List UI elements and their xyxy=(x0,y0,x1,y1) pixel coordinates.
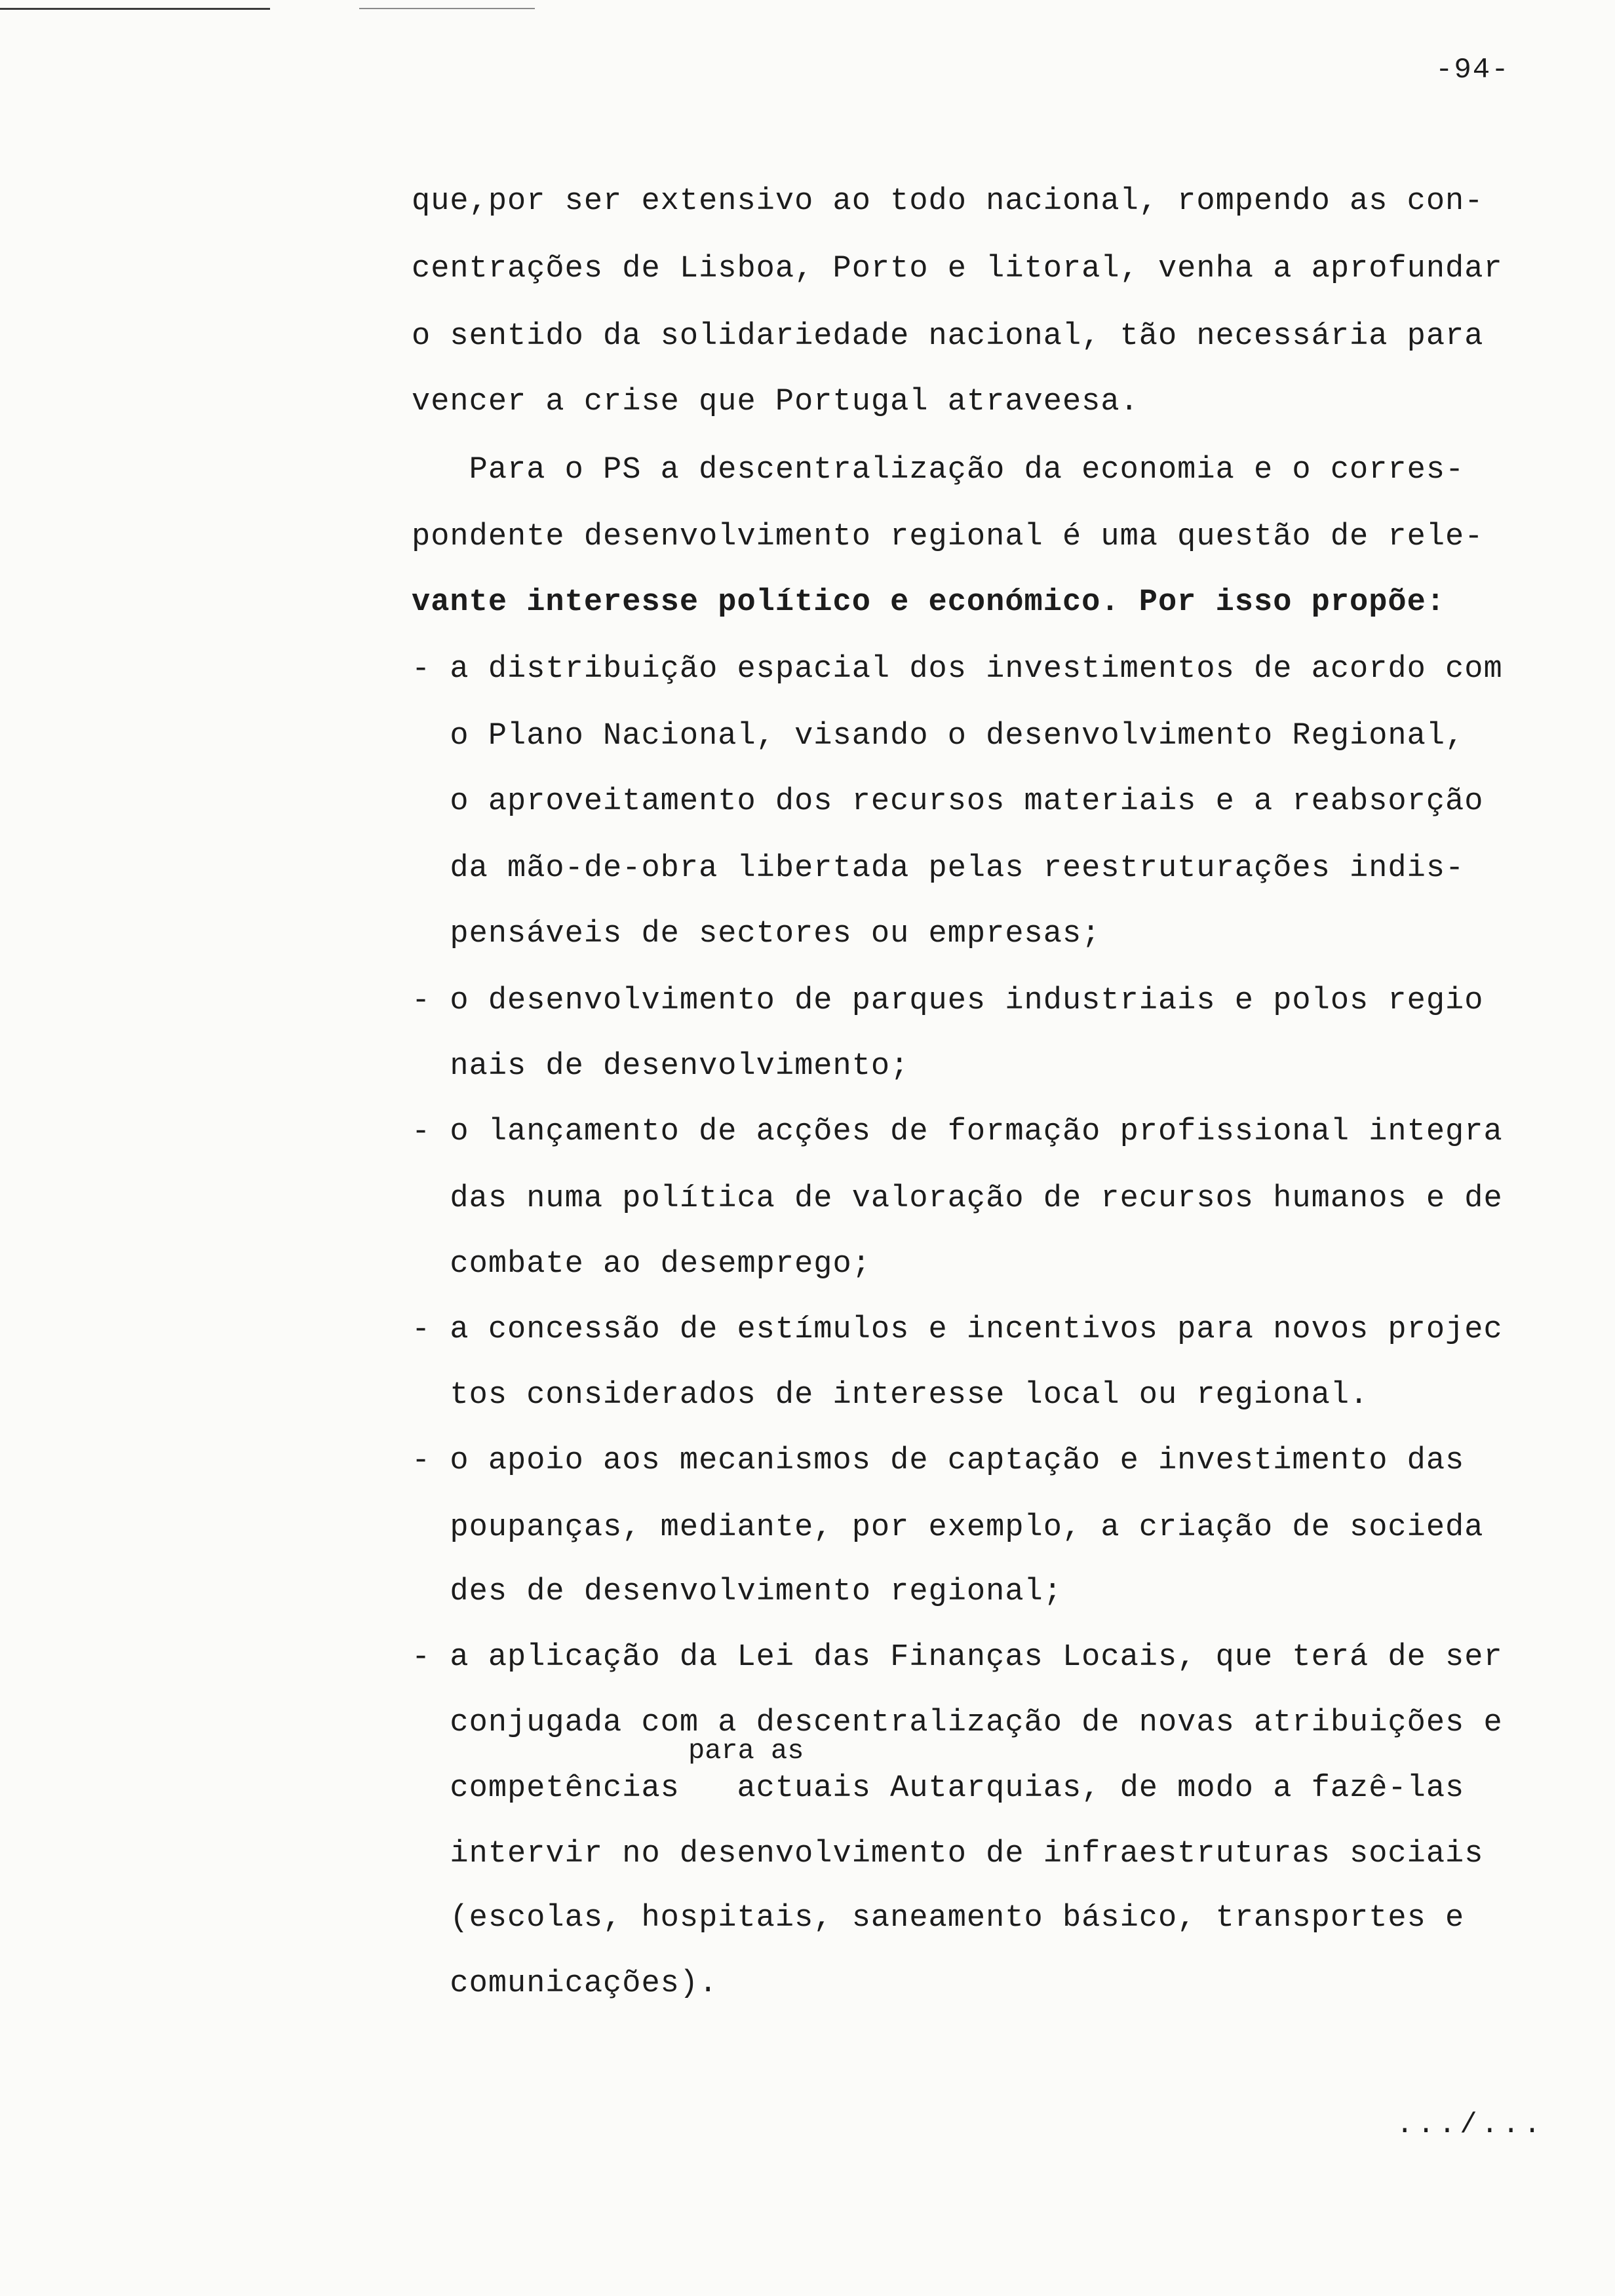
text-line: Para o PS a descentralização da economia e o corres- xyxy=(412,453,1465,488)
text-line: o Plano Nacional, visando o desenvolvimento Regional, xyxy=(412,719,1465,754)
text-line: tos considerados de interesse local ou regional. xyxy=(412,1378,1369,1413)
text-line: o aproveitamento dos recursos materiais e a reabsorção xyxy=(412,784,1484,819)
text-line: pensáveis de sectores ou empresas; xyxy=(412,917,1101,951)
text-line: nais de desenvolvimento; xyxy=(412,1049,910,1084)
text-line: combate ao desemprego; xyxy=(412,1247,871,1282)
top-left-rule xyxy=(0,8,270,10)
text-line: poupanças, mediante, por exemplo, a criação de socieda xyxy=(412,1510,1484,1545)
text-line: competências actuais Autarquias, de modo a fazê-las xyxy=(412,1771,1465,1806)
text-line: das numa política de valoração de recursos humanos e de xyxy=(412,1181,1503,1216)
text-line: pondente desenvolvimento regional é uma questão de rele- xyxy=(412,520,1484,554)
text-line: que,por ser extensivo ao todo nacional, rompendo as con- xyxy=(412,184,1484,219)
bullet-line: - o desenvolvimento de parques industriais e polos regio xyxy=(412,984,1484,1018)
text-line: da mão-de-obra libertada pelas reestruturações indis- xyxy=(412,851,1465,886)
text-line: (escolas, hospitais, saneamento básico, transportes e xyxy=(412,1901,1465,1936)
text-line: comunicações). xyxy=(412,1966,718,2001)
page-number: -94- xyxy=(1435,54,1510,86)
text-line: vante interesse político e económico. Por isso propõe: xyxy=(412,585,1446,620)
top-rule-faint xyxy=(359,8,535,9)
bullet-line: - a concessão de estímulos e incentivos para novos projec xyxy=(412,1312,1503,1347)
bullet-line: - o apoio aos mecanismos de captação e investimento das xyxy=(412,1444,1465,1478)
bullet-line: - o lançamento de acções de formação profissional integra xyxy=(412,1115,1503,1149)
text-line: intervir no desenvolvimento de infraestruturas sociais xyxy=(412,1837,1484,1871)
text-line: o sentido da solidariedade nacional, tão necessária para xyxy=(412,319,1484,354)
handwritten-insertion: para as xyxy=(688,1735,804,1767)
bullet-line: - a distribuição espacial dos investimentos de acordo com xyxy=(412,652,1503,687)
text-line: vencer a crise que Portugal atraveesa. xyxy=(412,385,1139,419)
text-line: centrações de Lisboa, Porto e litoral, venha a aprofundar xyxy=(412,252,1503,286)
text-line: des de desenvolvimento regional; xyxy=(412,1575,1062,1609)
continuation-mark: .../... xyxy=(1396,2109,1545,2141)
bullet-line: - a aplicação da Lei das Finanças Locais, que terá de ser xyxy=(412,1640,1503,1675)
text-line: conjugada com a descentralização de novas atribuições e xyxy=(412,1706,1503,1740)
